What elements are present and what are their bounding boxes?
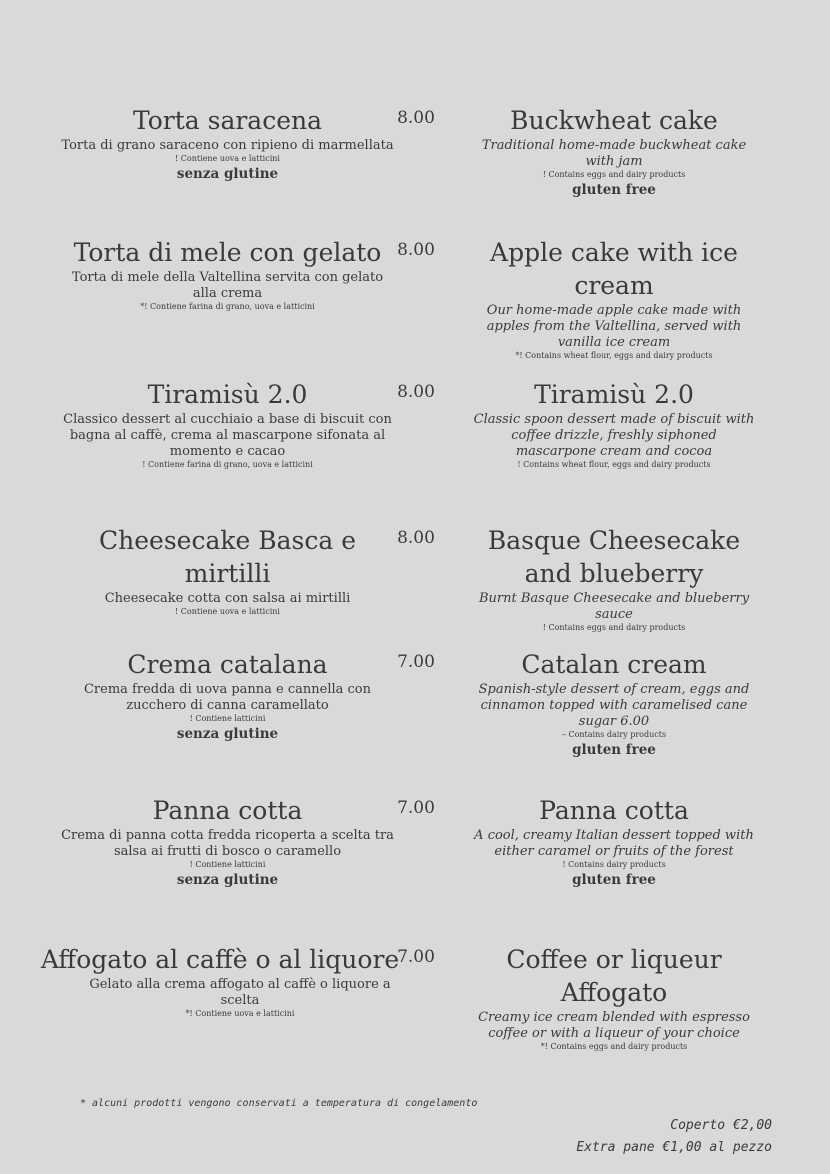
item-title-it: Affogato al caffè o al liquore bbox=[40, 945, 400, 974]
item-allergen-en: *! Contains eggs and dairy products bbox=[540, 1042, 688, 1051]
item-title-en: Panna cotta bbox=[539, 796, 689, 825]
item-allergen-en: ! Contains eggs and dairy products bbox=[542, 623, 686, 632]
item-title-en: Coffee or liqueur Affogato bbox=[506, 945, 722, 1007]
item-allergen-it: ! Contiene latticini bbox=[189, 714, 266, 723]
fees-block bbox=[576, 1115, 772, 1159]
item-gluten-it: senza glutine bbox=[176, 726, 279, 742]
item-allergen-en: ! Contains wheat flour, eggs and dairy products bbox=[517, 460, 711, 469]
item-gluten-en: gluten free bbox=[572, 872, 656, 888]
item-price: 8.00 bbox=[397, 240, 435, 260]
item-italian bbox=[60, 378, 395, 470]
item-allergen-en: ! Contains dairy products bbox=[562, 860, 666, 869]
item-title-en: Apple cake with ice cream bbox=[490, 238, 738, 300]
item-title-it: Panna cotta bbox=[152, 796, 303, 825]
item-desc-en: Spanish-style dessert of cream, eggs and cinnamon topped with caramelised cane sugar 6.00 bbox=[478, 682, 750, 729]
item-price: 7.00 bbox=[397, 652, 435, 672]
item-allergen-it: *! Contiene farina di grano, uova e latticini bbox=[140, 302, 315, 311]
item-price: 8.00 bbox=[397, 108, 435, 128]
item-title-it: Cheesecake Basca e mirtilli bbox=[99, 526, 356, 588]
item-title-it: Torta di mele con gelato bbox=[73, 238, 382, 267]
item-italian bbox=[60, 104, 395, 183]
item-allergen-it: ! Contiene uova e latticini bbox=[175, 607, 280, 616]
item-english bbox=[470, 104, 758, 199]
item-title-it: Crema catalana bbox=[127, 650, 328, 679]
item-price: 8.00 bbox=[397, 528, 435, 548]
coperto-fee: Coperto €2,00 bbox=[670, 1118, 772, 1133]
item-gluten-en: gluten free bbox=[572, 742, 656, 758]
item-desc-it: Gelato alla crema affogato al caffè o liquore a scelta bbox=[89, 977, 391, 1008]
freezing-footnote: * alcuni prodotti vengono conservati a temperatura di congelamento bbox=[80, 1098, 478, 1109]
item-desc-en: Creamy ice cream blended with espresso coffee or with a liqueur of your choice bbox=[478, 1010, 750, 1041]
item-title-en: Basque Cheesecake and blueberry bbox=[487, 526, 741, 588]
item-desc-en: Our home-made apple cake made with apples from the Valtellina, served with vanilla ice cream bbox=[486, 303, 742, 350]
item-english bbox=[470, 378, 758, 470]
item-desc-en: Classic spoon dessert made of biscuit with coffee drizzle, freshly siphoned mascarpone cream and cocoa bbox=[473, 412, 755, 459]
item-english bbox=[470, 524, 758, 633]
item-price: 8.00 bbox=[397, 382, 435, 402]
item-allergen-it: ! Contiene uova e latticini bbox=[175, 154, 280, 163]
item-allergen-it: ! Contiene farina di grano, uova e latticini bbox=[142, 460, 313, 469]
item-price: 7.00 bbox=[397, 947, 435, 967]
item-italian bbox=[40, 943, 400, 1019]
item-english bbox=[470, 943, 758, 1052]
item-allergen-en: ! Contains eggs and dairy products bbox=[542, 170, 686, 179]
item-english bbox=[470, 648, 758, 759]
item-desc-it: Crema fredda di uova panna e cannella con zucchero di canna caramellato bbox=[83, 682, 372, 713]
item-desc-it: Torta di grano saraceno con ripieno di marmellata bbox=[61, 138, 394, 153]
item-title-it: Tiramisù 2.0 bbox=[147, 380, 308, 409]
item-italian bbox=[60, 236, 395, 312]
item-gluten-en: gluten free bbox=[572, 182, 656, 198]
item-title-it: Torta saracena bbox=[132, 106, 323, 135]
item-gluten-it: senza glutine bbox=[176, 166, 279, 182]
item-title-en: Catalan cream bbox=[521, 650, 707, 679]
item-title-en: Buckwheat cake bbox=[510, 106, 718, 135]
item-desc-en: Burnt Basque Cheesecake and blueberry sauce bbox=[478, 591, 750, 622]
item-desc-it: Crema di panna cotta fredda ricoperta a scelta tra salsa ai frutti di bosco o caramello bbox=[61, 828, 394, 859]
item-english bbox=[470, 794, 758, 889]
item-italian bbox=[60, 524, 395, 617]
item-english bbox=[470, 236, 758, 361]
item-price: 7.00 bbox=[397, 798, 435, 818]
item-desc-en: Traditional home-made buckwheat cake with jam bbox=[481, 138, 747, 169]
item-desc-it: Cheesecake cotta con salsa ai mirtilli bbox=[104, 591, 351, 606]
item-italian bbox=[60, 648, 395, 743]
item-title-en: Tiramisù 2.0 bbox=[534, 380, 694, 409]
item-allergen-it: ! Contiene latticini bbox=[189, 860, 266, 869]
item-desc-en: A cool, creamy Italian dessert topped with either caramel or fruits of the forest bbox=[474, 828, 754, 859]
extra-bread-fee: Extra pane €1,00 al pezzo bbox=[576, 1140, 772, 1155]
item-allergen-en: – Contains dairy products bbox=[561, 730, 667, 739]
item-allergen-en: *! Contains wheat flour, eggs and dairy products bbox=[515, 351, 713, 360]
item-desc-it: Torta di mele della Valtellina servita con gelato alla crema bbox=[71, 270, 384, 301]
item-desc-it: Classico dessert al cucchiaio a base di biscuit con bagna al caffè, crema al mascarpone sifonata al momento e cacao bbox=[63, 412, 392, 459]
item-italian bbox=[60, 794, 395, 889]
item-allergen-it: *! Contiene uova e latticini bbox=[185, 1009, 295, 1018]
item-gluten-it: senza glutine bbox=[176, 872, 279, 888]
